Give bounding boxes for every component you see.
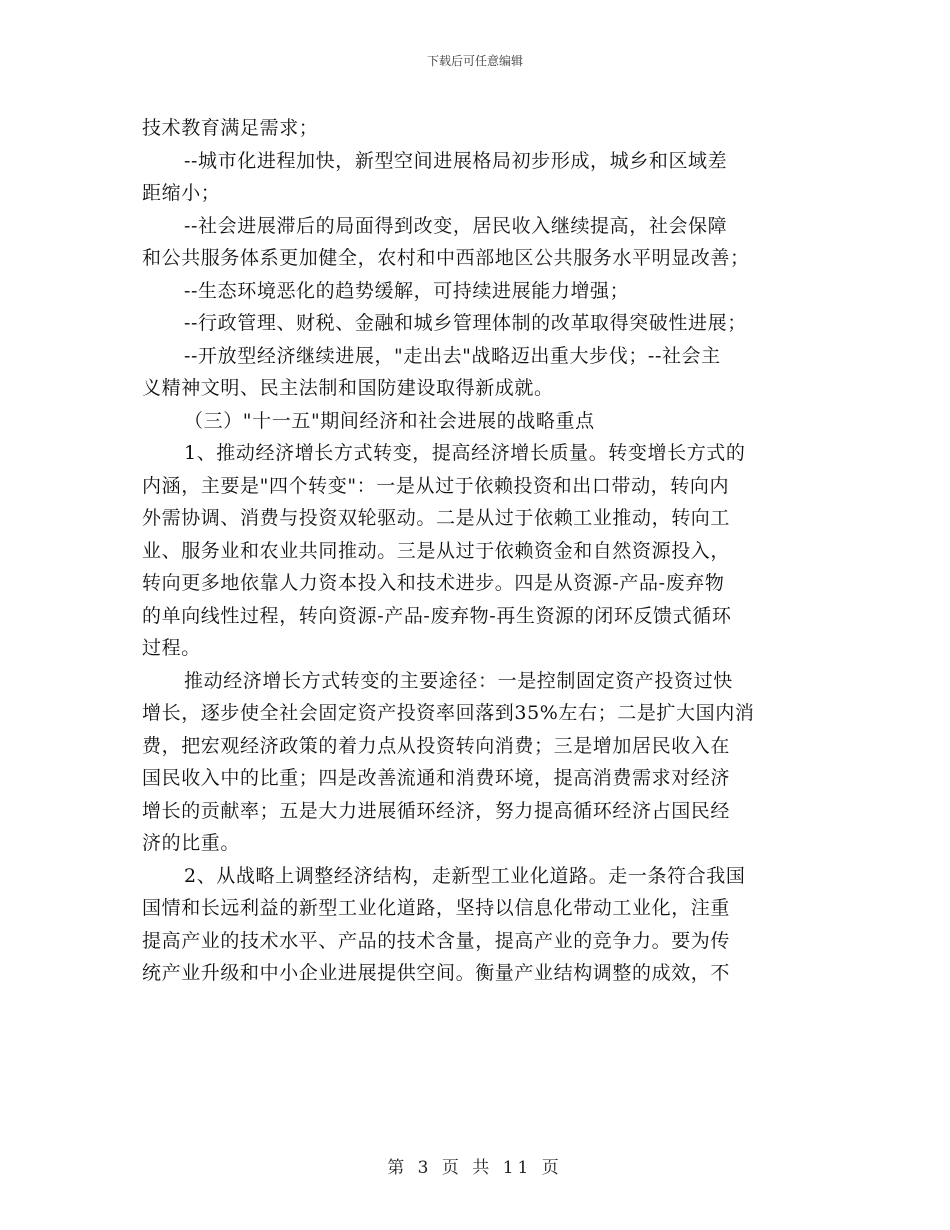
text-line: 统产业升级和中小企业进展提供空间。衡量产业结构调整的成效，不 [142, 962, 731, 984]
text-line: 增长，逐步使全社会固定资产投资率回落到35%左右；二是扩大国内消 [142, 702, 755, 724]
text-line: 1、推动经济增长方式转变，提高经济增长质量。转变增长方式的 [184, 442, 746, 464]
text-line: 内涵，主要是"四个转变"：一是从过于依赖投资和出口带动，转向内 [142, 474, 730, 497]
text-line: 义精神文明、民主法制和国防建设取得新成就。 [142, 377, 554, 399]
text-line: 推动经济增长方式转变的主要途径：一是控制固定资产投资过快 [184, 669, 733, 692]
document-body [142, 112, 806, 990]
page-number: 第 3 页 共 11 页 [387, 1158, 563, 1178]
text-line: 和公共服务体系更加健全，农村和中西部地区公共服务水平明显改善； [142, 247, 750, 269]
text-line: 距缩小； [142, 182, 221, 204]
text-line: 2、从战略上调整经济结构，走新型工业化道路。走一条符合我国 [184, 864, 746, 887]
text-line: 费，把宏观经济政策的着力点从投资转向消费；三是增加居民收入在 [142, 734, 731, 757]
text-line: 增长的贡献率；五是大力进展循环经济，努力提高循环经济占国民经 [142, 799, 731, 822]
text-line: 转向更多地依靠人力资本投入和技术进步。四是从资源-产品-废弃物 [142, 572, 725, 594]
text-line: 国民收入中的比重；四是改善流通和消费环境，提高消费需求对经济 [142, 767, 731, 789]
text-line: --城市化进程加快，新型空间进展格局初步形成，城乡和区域差 [184, 149, 728, 172]
text-line: 提高产业的技术水平、产品的技术含量，提高产业的竞争力。要为传 [142, 929, 731, 952]
section-heading: （三）"十一五"期间经济和社会进展的战略重点 [184, 409, 595, 432]
text-line: 技术教育满足需求； [142, 117, 319, 139]
text-line: --社会进展滞后的局面得到改变，居民收入继续提高，社会保障 [184, 214, 728, 237]
text-line: 过程。 [142, 637, 201, 659]
text-line: 业、服务业和农业共同推动。三是从过于依赖资金和自然资源投入， [142, 539, 731, 562]
text-line: 国情和长远利益的新型工业化道路，坚持以信息化带动工业化，注重 [142, 897, 731, 919]
text-line: 的单向线性过程，转向资源-产品-废弃物-再生资源的闭环反馈式循环 [142, 604, 732, 627]
text-line: --行政管理、财税、金融和城乡管理体制的改革取得突破性进展； [184, 312, 747, 334]
text-line: --生态环境恶化的趋势缓解，可持续进展能力增强； [184, 279, 630, 302]
text-line: --开放型经济继续进展，"走出去"战略迈出重大步伐；--社会主 [184, 344, 721, 367]
page-header: 下载后可任意编辑 [426, 54, 523, 68]
text-line: 外需协调、消费与投资双轮驱动。二是从过于依赖工业推动，转向工 [142, 507, 731, 529]
text-line: 济的比重。 [142, 832, 241, 854]
